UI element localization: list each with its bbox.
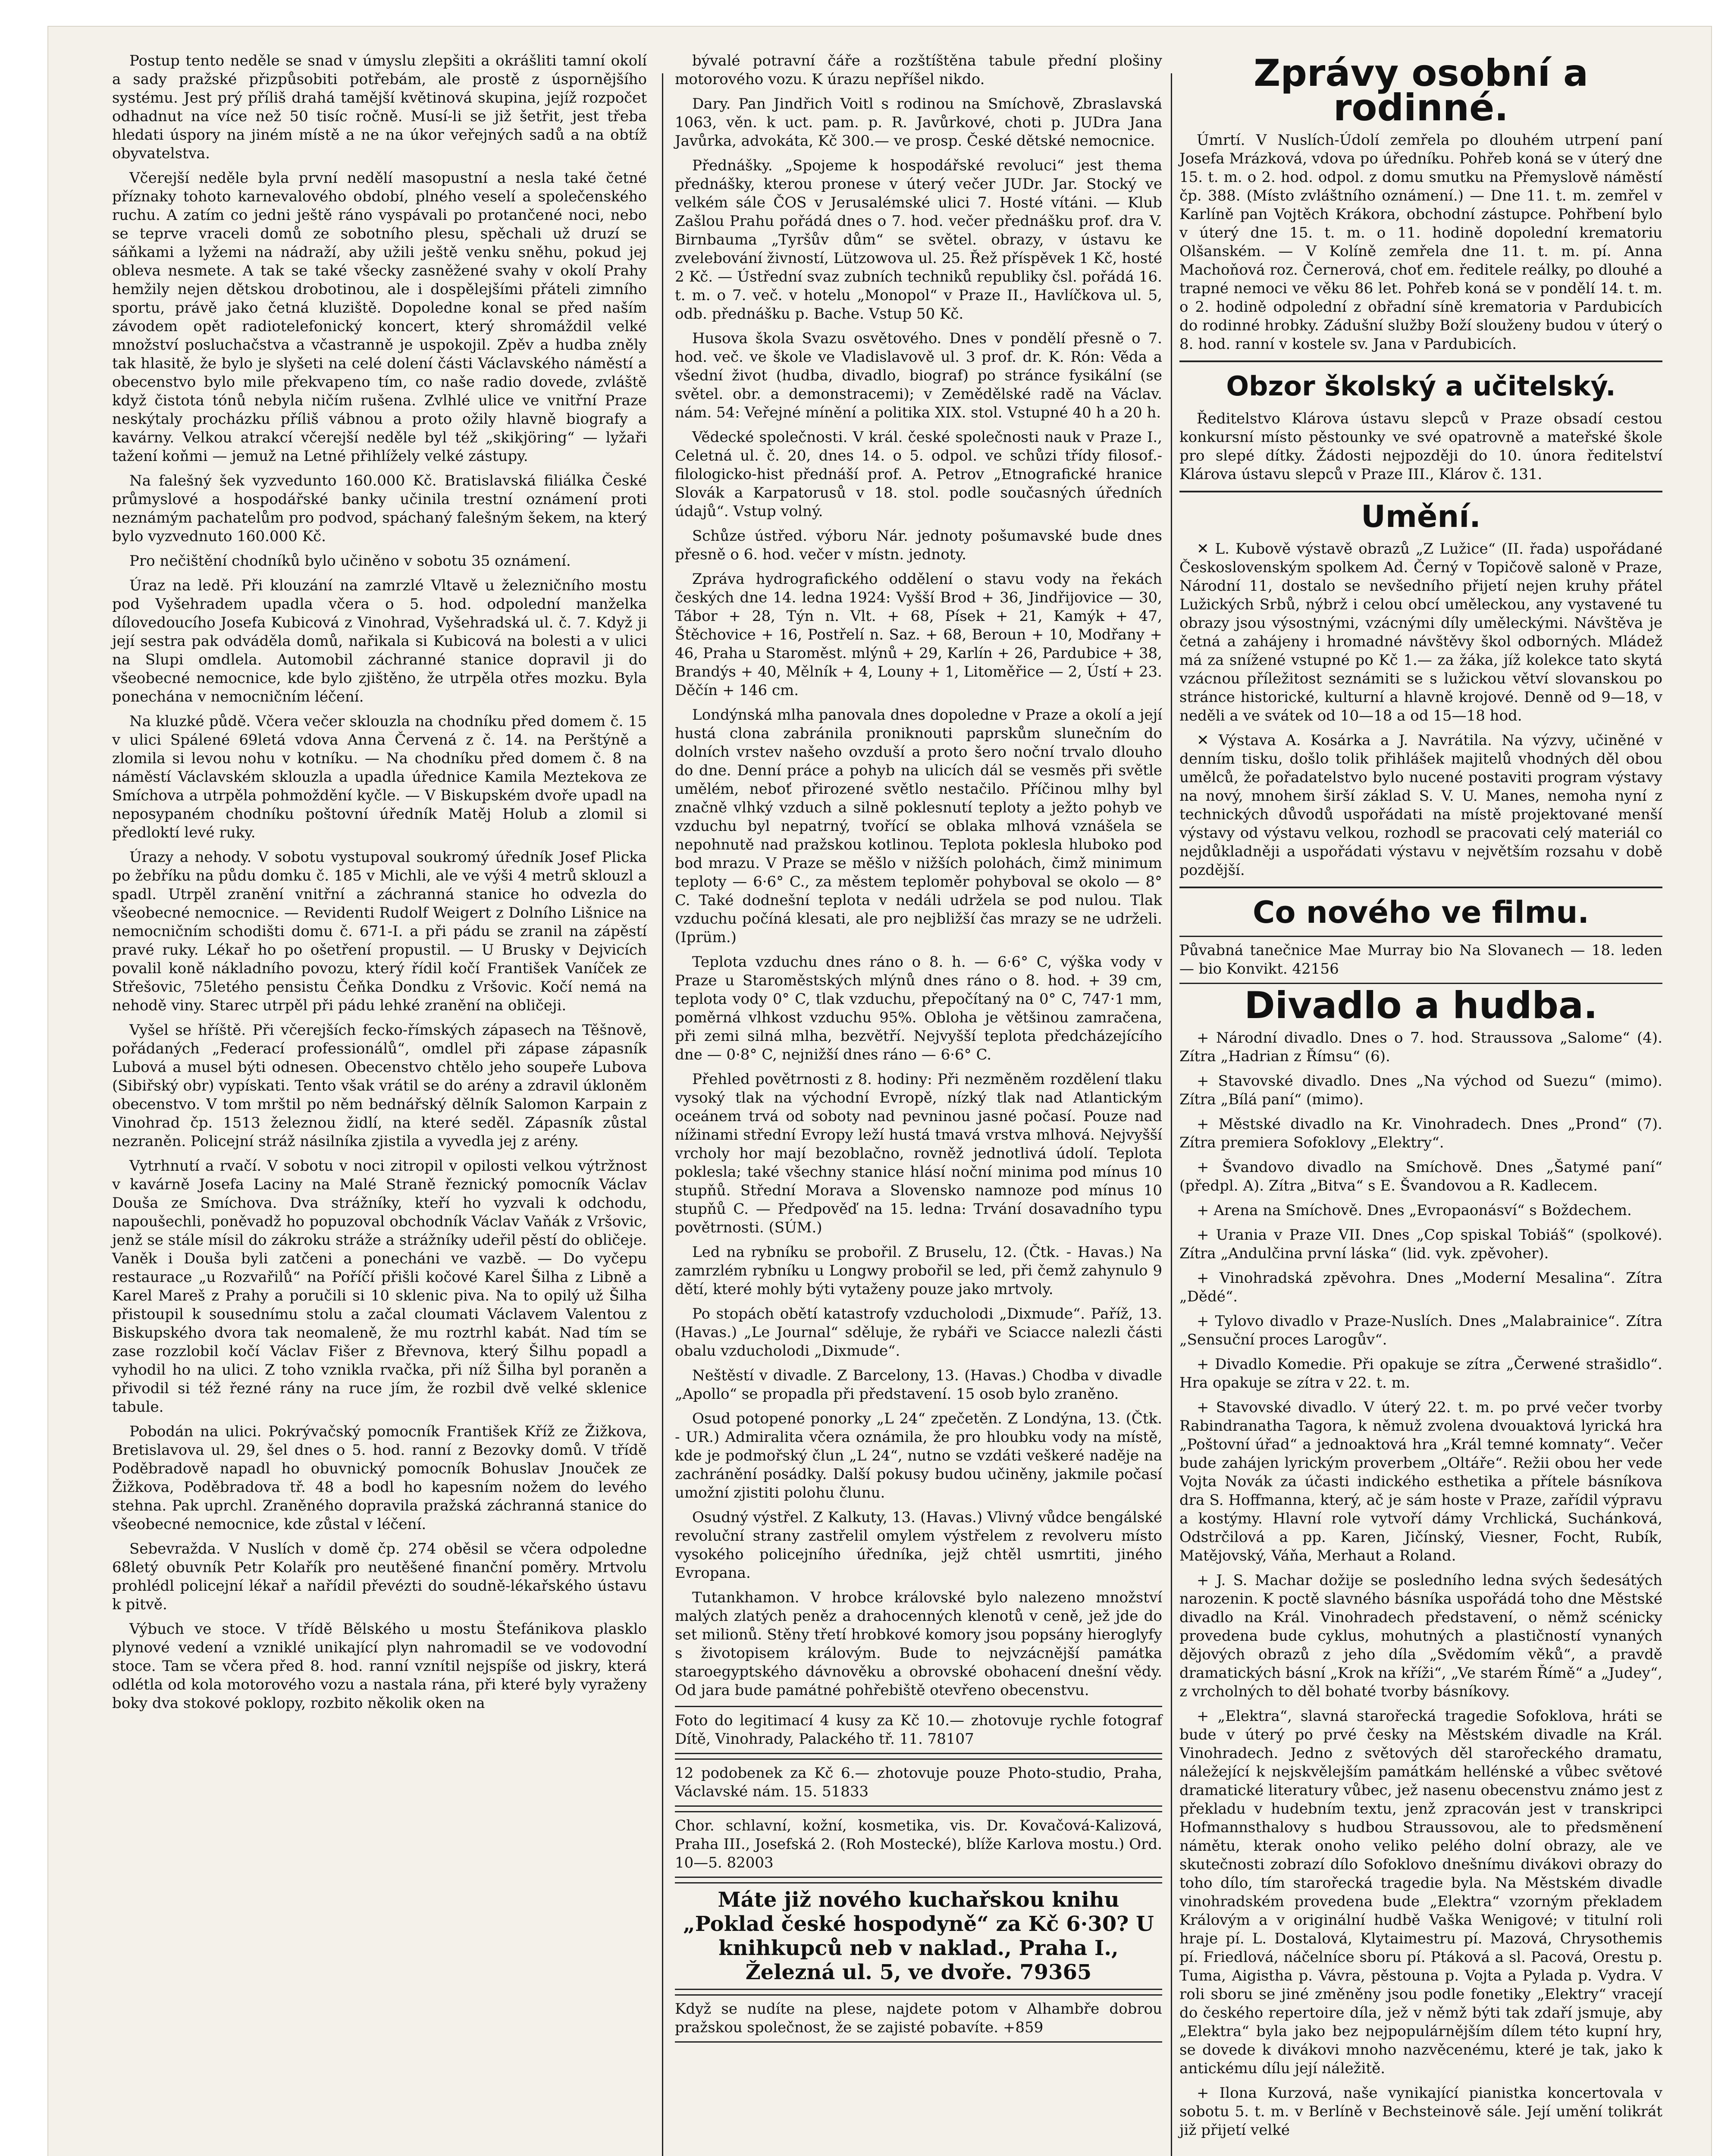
theatre-item: + Stavovské divadlo. Dnes „Na východ od Suezu“ (mimo). Zítra „Bílá paní“ (mimo).: [1179, 1072, 1662, 1108]
theatre-item: + Tylovo divadlo v Praze-Nuslích. Dnes „Malabrainice“. Zítra „Sensuční proces Larogův“.: [1179, 1313, 1662, 1348]
section-heading-personal: Zprávy osobní a rodinné.: [1253, 52, 1588, 129]
article: Schůze ústřed. výboru Nár. jednoty pošumavské bude dnes přesně o 6. hod. večer v místn. jednoty.: [675, 527, 1162, 563]
article: Úrazy a nehody. V sobotu vystupoval soukromý úředník Josef Plicka po žebříku na půdu domku č. 185 v Michli, ale ve výši 4 metrů sklouzl a spadl. Utrpěl zranění vnitřní a záchranná stanice ho odvezla do všeobecné nemocnice. — Revidenti Rudolf Weigert z Dolního Lišnice na nemocničním schodišti domu č. 671-I. a při pádu se zranil na zápěstí pravé ruky. Lékař ho po ošetření propustil. — U Brusky v Dejvicích povalil koně nákladního povozu, který řídil kočí František Vaníček ze Střešovic, 75letého pensistu Čeňka Dondku z Vršovic. Kočí nemá na nehodě viny. Starec utrpěl při pádu lehké zranění na obličeji.: [112, 849, 647, 1014]
article: Vyšel se hříště. Při včerejších fecko-římských zápasech na Těšnově, pořádaných „Federací professionálů“, omdlel při zápase zápasník Lubová a musel býti odnesen. Obecenstvo chtělo jeho soupeře Lubova (Sibiřský obr) vypískati. Tento však vrátil se do arény a zdravil úkloněm obecenstvo. V tom mrštil po něm bednářský dělník Salomon Karpain z Vinohrad čp. 1513 železnou židlí, na které seděl. Zápasník zůstal nezraněn. Policejní stráž násilníka zjistila a vyvedla jej z arény.: [112, 1022, 647, 1150]
theatre-item: + J. S. Machar dožije se posledního ledna svých šedesátých narozenin. K poctě slavného básníka uspořádá toho dne Městské divadlo na Král. Vinohradech představení, o němž scénicky provedena bude cyklus, mohutných a plastičností vynaných dějových obrazů z jeho díla „Svědomím věků“, a pravdě dramatických básní „Krok na kříži“, „Ve starém Římě“ a „Judey“, z vrcholných to děl bohaté tvorby básníkovy.: [1179, 1572, 1662, 1700]
article: Pro nečištění chodníků bylo učiněno v sobotu 35 oznámení.: [129, 552, 571, 570]
theatre-item: + Urania v Praze VII. Dnes „Cop spiskal Tobiáš“ (spolkové). Zítra „Andulčina první láska“ (lid. vyk. zpěvoher).: [1179, 1226, 1662, 1262]
classified-ad: Chor. schlavní, kožní, kosmetika, vis. Dr. Kovačová-Kalizová, Praha III., Josefská 2. (Roh Mostecké), blíže Karlova mostu.) Ord. 10—5. 82003: [675, 1811, 1162, 1878]
article: Tutankhamon. V hrobce královské bylo nalezeno množství malých zlatých peněz a drahocenných klenotů v ceně, jež jde do set milionů. Stěny třetí hrobkové komory jsou popsány hieroglyfy s životopisem královým. Bude to nejvzácnější památka staroegyptského dávnověku a obrovské obohacení dnešní vědy. Od jara bude památné pohřebiště otevřeno obecenstvu.: [675, 1589, 1162, 1699]
theatre-item: + Arena na Smíchově. Dnes „Evropaonásví“ s Boždechem.: [1197, 1202, 1632, 1219]
theatre-item: + Stavovské divadlo. V úterý 22. t. m. po prvé večer tvorby Rabindranatha Tagora, k němuž zvolena dvouaktová lyrická hra „Poštovní úřad“ a jednoaktová hra „Král temné komnaty“. Večer bude zahájen lyrickým proverbem „Oltáře“. Režii obou her vede Vojta Novák za účasti indického esthetika a přítele básníkova dra S. Hoffmanna, který, ač je sám hoste v Praze, zařídil výpravu a kostýmy. Hlavní role vytvoří dámy Vrchlická, Suchánková, Odstrčilová a pp. Karen, Jičínský, Viesner, Focht, Rubík, Matějovský, Váňa, Merhaut a Roland.: [1179, 1399, 1662, 1564]
article: Teplota vzduchu dnes ráno o 8. h. — 6·6° C, výška vody v Praze u Staroměstských mlýnů dnes ráno o 8. hod. + 39 cm, teplota vody 0° C, tlak vzduchu, přepočítaný na 0° C, 747·1 mm, poměrná vlhkost vzduchu 95%. Obloha je většinou zamračena, při zemi silná mlha, bezvětří. Nejvyšší teplota předcházejícího dne — 0·8° C, nejnižší dnes ráno — 6·6° C.: [675, 953, 1162, 1063]
article: Výbuch ve stoce. V třídě Bělského u mostu Štefánikova plasklo plynové vedení a vzniklé unikající plyn nahromadil se ve vodovodní stoce. Tam se včera před 8. hod. ranní vznítil nejspíše od jiskry, která odlétla od kola motorového vozu a nastala rána, při které byly vyraženy boky dva stokové poklopy, rozbito několik oken na: [112, 1620, 647, 1712]
article: ✕ Výstava A. Kosárka a J. Navrátila. Na výzvy, učiněné v denním tisku, došlo tolik přihlášek majitelů vhodných děl obou umělců, že pořadatelstvo bylo nucené postaviti program výstavy na nový, mnohem širší základ S. V. U. Manes, nemoha nyní z technických důvodů uspořádati na místě projektované menší výstavy od výstavu velkou, rozhodl se pracovati celý materiál co nejdůkladněji a uspořádati výstavu v největším rozsahu v době pozdější.: [1179, 732, 1662, 879]
theatre-item: + Švandovo divadlo na Smíchově. Dnes „Šatymé paní“ (předpl. A). Zítra „Bitva“ s E. Švandovou a R. Kadlecem.: [1179, 1159, 1662, 1194]
classified-ad: 12 podobenek za Kč 6.— zhotovuje pouze Photo-studio, Praha, Václavské nám. 15. 51833: [675, 1758, 1162, 1807]
article: Včerejší neděle byla první nedělí masopustní a nesla také četné příznaky tohoto karnevalového období, plného veselí a společenského ruchu. A zatím co jedni ještě ráno vyspávali po protančené noci, nebo se teprve vraceli domů ze sobotního plesu, spěchali už druzí se sáňkami a lyžemi na nádraží, aby užili ještě venku sněhu, pokud jej obleva nesmete. A tak se také všecky zasněžené svahy v okolí Prahy hemžily nejen dětskou drobotinou, ale i dospělejšími přáteli zimního sportu, právě jako četná kluziště. Dopoledne konal se před naším závodem opět radiotelefonický koncert, který shromáždil velké množství posluchačstva a včastranně je uspokojil. Zpěv a hudba zněly tak hlasitě, že bylo je slyšeti na celé dolení části Václavského náměstí a obecenstvo bylo mile překvapeno tím, co naše radio dovede, zvláště když čistota tónů nebyla ničím rušena. Zvlhlé ulice ve vnitřní Praze neskýtaly procházku příliš vábnou a proto ožily hlavně biografy a kavárny. Velkou atrakcí včerejší neděle byl též „skikjöring“ — lyžaři tažení koňmi — jemuž na Letné přihlížely velké zástupy.: [112, 169, 647, 465]
theatre-item: + Ilona Kurzová, naše vynikající pianistka koncertovala v sobotu 5. t. m. v Berlíně v Bechsteinově sále. Její umění tolikrát již přijetí velké: [1179, 2084, 1662, 2139]
cookbook-ad: Máte již nového kuchařskou knihu „Poklad české hospodyně“ za Kč 6·30? U knihkupců neb v naklad., Praha I., Železná ul. 5, ve dvoře. 79365: [675, 1882, 1162, 1990]
theatre-item: + Vinohradská zpěvohra. Dnes „Moderní Mesalina“. Zítra „Dědé“.: [1179, 1269, 1662, 1305]
article: Přednášky. „Spojeme k hospodářské revoluci“ jest thema přednášky, kterou pronese v úterý večer JUDr. Jar. Stocký ve velkém sále ČOS v Jerusalémské ulici 7. Hosté vítáni. — Klub Zašlou Prahu pořádá dnes o 7. hod. večer přednášku prof. dra V. Birnbauma „Tyršův dům“ se světel. obrazy, v ústavu ke zvelebování živností, Lützowova ul. 25. Řež příspěvek 1 Kč, hosté 2 Kč. — Ústřední svaz zubních techniků republiky čsl. pořádá 16. t. m. o 7. več. v hotelu „Monopol“ v Praze II., Havlíčkova ul. 5, odb. přednášku p. Bache. Vstup 50 Kč.: [675, 157, 1162, 323]
section-heading-art: Umění.: [1361, 499, 1481, 534]
article: Sebevražda. V Nuslích v domě čp. 274 oběsil se včera odpoledne 68letý obuvník Petr Kolařík pro neutěšené finanční poměry. Mrtvolu prohlédl policejní lékař a nařídil převézti do soudně-lékařského ústavu k pitvě.: [112, 1540, 647, 1613]
article: Dary. Pan Jindřich Voitl s rodinou na Smíchově, Zbraslavská 1063, věn. k uct. pam. p. R. Javůrkové, choti p. JUDra Jana Javůrka, advokáta, Kč 300.— ve prosp. České dětské nemocnice.: [675, 95, 1162, 150]
article: Úmrtí. V Nuslích-Údolí zemřela po dlouhém utrpení paní Josefa Mrázková, vdova po úředníku. Pohřeb koná se v úterý dne 15. t. m. o 2. hod. odpol. z domu smutku na Přemyslově náměstí čp. 388. (Místo zvláštního oznámení.) — Dne 11. t. m. zemřel v Karlíně pan Vojtěch Krákora, obchodní zástupce. Pohřbení bylo v úterý dne 15. t. m. o 11. hodině dopolední krematoriu Olšanském. — V Kolíně zemřela dne 11. t. m. pí. Anna Machoňová roz. Černerová, choť em. ředitele reálky, po dlouhé a trapné nemoci ve věku 86 let. Pohřeb koná se v pondělí 14. t. m. o 2. hodině odpolední z obřadní síně krematoria v Pardubicích do rodinné hrobky. Zádušní služby Boží slouženy budou v úterý o 8. hod. ranní v kostele sv. Jana v Pardubicích.: [1179, 132, 1662, 353]
column-2: [675, 52, 1162, 2047]
article: Led na rybníku se probořil. Z Bruselu, 12. (Čtk. - Havas.) Na zamrzlém rybníku u Longwy probořil se led, při čemž zahynulo 9 dětí, které mohly býti vytaženy pouze jako mrtvoly.: [675, 1244, 1162, 1298]
article: Osud potopené ponorky „L 24“ zpečetěn. Z Londýna, 13. (Čtk. - UR.) Admiralita včera oznámila, že pro hloubku vody na místě, kde je podmořský člun „L 24“, nutno se vzdáti veškeré naděje na zachránění posádky. Další pokusy budou učiněny, jakmile počasí umožní zjistiti polohu člunu.: [675, 1410, 1162, 1501]
article: ✕ L. Kubově výstavě obrazů „Z Lužice“ (II. řada) uspořádané Československým spolkem Ad. Černý v Topičově saloně v Praze, Národní 11, dostalo se nevšedního přijetí nejen kruhy přátel Lužických Srbů, nýbrž i celou obcí uměleckou, any vystavené tu obrazy jsou výsostnými, vzácnými díly uměleckými. Návštěva je četná a zahájeny i hromadné návštěvy škol odborných. Mládež má za snížené vstupné po Kč 1.— za žáka, jíž kolekce tato skytá vzácnou příležitost seznámiti se s lužickou větví slovanskou po stránce historické, kulturní a hlavně krojové. Denně od 9—18, v neděli a ve svátek od 10—18 a od 15—18 hod.: [1179, 540, 1662, 724]
article: Ředitelstvo Klárova ústavu slepců v Praze obsadí cestou konkursní místo pěstounky ve své opatrovně a mateřské škole pro slepé dítky. Žádosti nejpozději do 10. února ředitelství Klárova ústavu slepců v Praze III., Klárov č. 131.: [1179, 410, 1662, 483]
divider: [1179, 360, 1662, 362]
section-heading-school: Obzor školský a učitelský.: [1226, 370, 1616, 402]
article: Husova škola Svazu osvětového. Dnes v pondělí přesně o 7. hod. več. ve škole ve Vladislavově ul. 3 prof. dr. K. Rón: Věda a všední život (hudba, divadlo, biograf) po stránce fysikální (se světel. obr. a demonstracemi); v Zemědělské radě na Václav. nám. 54: Veřejné mínění a politika XIX. stol. Vstupné 40 h a 20 h.: [675, 330, 1162, 421]
theatre-item: + Národní divadlo. Dnes o 7. hod. Straussova „Salome“ (4). Zítra „Hadrian z Římsu“ (6).: [1179, 1029, 1662, 1065]
article: Pobodán na ulici. Pokrývačský pomocník František Kříž ze Žižkova, Bretislavova ul. 29, šel dnes o 5. hod. ranní z Bezovky domů. V třídě Poděbradově napadl ho obuvnický pomocník Bohuslav Jnouček ze Žižkova, Poděbradova tř. 48 a bodl ho kapesním nožem do levého stehna. Pak uprchl. Zraněného dopravila pražská záchranná stanice do všeobecné nemocnice, kde zůstal v léčení.: [112, 1423, 647, 1533]
divider: [1179, 887, 1662, 888]
article: Na kluzké půdě. Včera večer sklouzla na chodníku před domem č. 15 v ulici Spálené 69letá vdova Anna Červená z č. 14. na Perštýně a zlomila si levou nohu v kotníku. — Na chodníku před domem č. 8 na náměstí Václavském sklouzla a upadla úřednice Kamila Meztekova ze Smíchova a utrpěla pohmoždění kyčle. — V Biskupském dvoře upadl na neposypaném chodníku poštovní úředník Matěj Holub a zlomil si předloktí levé ruky.: [112, 713, 647, 841]
article: Zpráva hydrografického oddělení o stavu vody na řekách českých dne 14. ledna 1924: Vyšší Brod + 36, Jindřijovice — 30, Tábor + 28, Týn n. Vlt. + 68, Písek + 21, Kamýk + 47, Štěchovice + 16, Postřelí n. Saz. + 68, Beroun + 10, Modřany + 46, Praha u Staroměst. mlýnů + 29, Karlín + 26, Pardubice + 38, Brandýs + 40, Mělník + 4, Louny + 1, Litoměřice — 2, Ústí + 23. Děčín + 146 cm.: [675, 570, 1162, 699]
article: Na falešný šek vyzvedunto 160.000 Kč. Bratislavská filiálka České průmyslové a hospodářské banky učinila trestní oznámení proti neznámým pachatelům pro podvod, spáchaný falešným šekem, na který bylo vyzvednuto 160.000 Kč.: [112, 472, 647, 545]
article: Přehled povětrnosti z 8. hodiny: Při nezměněm rozdělení tlaku vysoký tlak na východní Evropě, nízký tlak nad Atlantickým oceánem trvá od soboty nad pevninou jasné počasí. Pouze nad nížinami střední Evropy leží hustá tmavá vrstva mlhová. Nejvyšší vrcholy hor mají bezoblačno, rovněž jednotlivá údolí. Teplota poklesla; také všechny stanice hlásí noční minima pod mínus 10 stupňů. Střední Morava a Slovensko namnoze pod mínus 10 stupňů C. — Předpověď na 15. ledna: Trvání dosavadního typu povětrnosti. (SÚM.): [675, 1071, 1162, 1236]
section-heading-film: Co nového ve filmu.: [1253, 895, 1589, 930]
film-notice: Půvabná tanečnice Mae Murray bio Na Slovanech — 18. leden — bio Konvikt. 42156: [1179, 936, 1662, 984]
column-rule-2: [1171, 73, 1172, 2156]
article: Úraz na ledě. Při klouzání na zamrzlé Vltavě u železničního mostu pod Vyšehradem upadla včera o 5. hod. odpolední manželka dílovedoucího Josefa Kubicová z Vinohrad, Vyšehradská ul. č. 7. Když ji její sestra pak odváděla domů, nařikala si Kubicová na bolesti a v ulici na Slupi omdlela. Automobil záchranné stanice dopravil ji do všeobecné nemocnice, kde bylo zjištěno, že utrpěla otřes mozku. Byla ponechána v nemocničním léčení.: [112, 577, 647, 705]
column-3: [1179, 52, 1662, 2146]
article: Po stopách obětí katastrofy vzducholodi „Dixmude“. Paříž, 13. (Havas.) „Le Journal“ sděluje, že rybáři ve Sciacce nalezli části obalu vzducholodi „Dixmude“.: [675, 1305, 1162, 1360]
article: Vytrhnutí a rvačí. V sobotu v noci zitropil v opilosti velkou výtržnost v kavárně Josefa Laciny na Malé Straně řeznický pomocník Václav Douša ze Smíchova. Dva strážníky, kteří ho vyzvali k odchodu, napoušechli, poněvadž ho popuzoval obchodník Václav Vaňák z Vršovic, jenž se stále mísil do zákroku stráže a strážníky udeřil pěstí do obličeje. Vaněk i Douša byli zatčeni a ponecháni ve vazbě. — Do vyčepu restaurace „u Rozvařilů“ na Poříčí přišli kočové Karel Šilha z Libně a Karel Mareš z Prahy a poručili si 10 sklenic piva. Na to opilý už Šilha přistoupil k sousednímu stolu a začal cloumati Václavem Valentou z Biskupského dvora tak neomaleně, že mu roztrhl kabát. Nad tím se zase rozzlobil kočí Václav Fišer z Břevnova, který Šilhu popadl a vyhodil ho na ulici. Z toho vznikla rvačka, při níž Šilha byl poraněn a přivodil si též řezné rány na ruce jím, že rozbil dvě velké sklenice tabule.: [112, 1157, 647, 1416]
article: Postup tento neděle se snad v úmyslu zlepšiti a okrášliti tamní okolí a sady pražské přizpůsobiti potřebám, ale prostě z úspornějšího systému. Jest prý příliš drahá tamější květinová skupina, jejíž rozpočet odhadnut na více než 50 tisíc ročně. Musí-li se již šetřit, jest třeba hledati úspory na jiném místě a ne na úkor veřejných sadů a na obtíž obyvatelstva.: [112, 52, 647, 162]
article: Vědecké společnosti. V král. české společnosti nauk v Praze I., Celetná ul. č. 20, dnes 14. o 5. odpol. ve schůzi třídy filosof.-filologicko-hist přednáší prof. A. Petrov „Etnografické hranice Slovák a Karpatorusů v 18. stol. podle současných úředních údajů“. Vstup volný.: [675, 429, 1162, 520]
article: Osudný výstřel. Z Kalkuty, 13. (Havas.) Vlivný vůdce bengálské revoluční strany zastřelil omylem výstřelem z revolveru místo vysokého policejního úředníka, jejž chtěl usmrtiti, jiného Evropana.: [675, 1509, 1162, 1582]
column-1: [112, 52, 647, 1719]
classified-ad: Když se nudíte na plese, najdete potom v Alhambře dobrou pražskou společnost, že se zajisté pobavíte. +859: [675, 1994, 1162, 2043]
article: Londýnská mlha panovala dnes dopoledne v Praze a okolí a její hustá clona zabránila proniknouti paprskům slunečním do dolních vrstev našeho ovzduší a proto šero noční trvalo dlouho do dne. Denní práce a pohyb na ulicích dál se vesměs při světle umělém, neboť přirozené světlo nestačilo. Příčinou mlhy byl značně vlhký vzduch a silně poklesnutí teploty a ježto pohyb ve vzduchu byl nepatrný, tvořící se oblaka mlhová vznášela se nepohnutě nad pražskou kotlinou. Teplota poklesla hluboko pod bod mrazu. V Praze se měšlo v nižších polohách, čimž minimum teploty — 6·6° C., za městem teploměr pohyboval se okolo — 8° C. Také dodnešní teplota v nedáli udržela se pod nulou. Tlak vzduchu počíná klesati, ale pro nejbližší čas mrazy se ne udrželi. (Iprüm.): [675, 706, 1162, 946]
divider: [1179, 491, 1662, 492]
classified-ad: Foto do legitimací 4 kusy za Kč 10.— zhotovuje rychle fotograf Dítě, Vinohrady, Palackého tř. 11. 78107: [675, 1706, 1162, 1754]
article: bývalé potravní čáře a rozštíštěna tabule přední plošiny motorového vozu. K úrazu nepříšel nikdo.: [675, 52, 1162, 88]
theatre-item: + Divadlo Komedie. Při opakuje se zítra „Čerwené strašidlo“. Hra opakuje se zítra v 22. t. m.: [1179, 1356, 1662, 1391]
article: Neštěstí v divadle. Z Barcelony, 13. (Havas.) Chodba v divadle „Apollo“ se propadla při představení. 15 osob bylo zraněno.: [675, 1367, 1162, 1403]
section-heading-theatre: Divadlo a hudba.: [1244, 984, 1598, 1027]
theatre-item: + „Elektra“, slavná starořecká tragedie Sofoklova, hráti se bude v úterý po prvé česky na Městském divadle na Král. Vinohradech. Jedno z světových děl starořeckého dramatu, náležející k nejskvělejším památkám hellénské a vůbec světové dramatické literatury vůbec, jež nasenu obecenstvu známo jest z překladu v hudebním textu, jenž zpracován jest v transkripci Hofmannsthalovy s hudbou Straussovou, ale to předsměnení námětu, kterak onoho veliko pelého dolní obrazy, ale ve skutečnosti zobrazí dílo Sofoklovo dnešnímu divákovi obrazy do toho dílo, tím starořecká tragedie byla. Na Městském divadle vinohradském provedena bude „Elektra“ vzorným překladem Královým a v originální hudbě Vaška Wenigové; v titulní roli hraje pí. L. Dostalová, Klytaimestru pí. Mazová, Chrysothemis pí. Friedlová, náčelníce sboru pí. Ptáková a sl. Pacová, Orestu p. Tuma, Aigistha p. Vávra, pěstouna p. Vojta a Pylada p. Vydra. V roli sboru se jiné změněny jsou podle fonetiky „Elektry“ vracejí do českého repertoire díla, jež v němž býti tak zdaří jsmuje, aby „Elektra“ byla jako bez nejpopulárnějším dílem této kupní hry, se dovede k divákovi mnoho nazvěcenému, které je tak, jako k antickému dílu její náležitě.: [1179, 1708, 1662, 2077]
theatre-item: + Městské divadlo na Kr. Vinohradech. Dnes „Prond“ (7). Zítra premiera Sofoklovy „Elektry“.: [1179, 1116, 1662, 1151]
column-rule-1: [662, 73, 663, 2156]
